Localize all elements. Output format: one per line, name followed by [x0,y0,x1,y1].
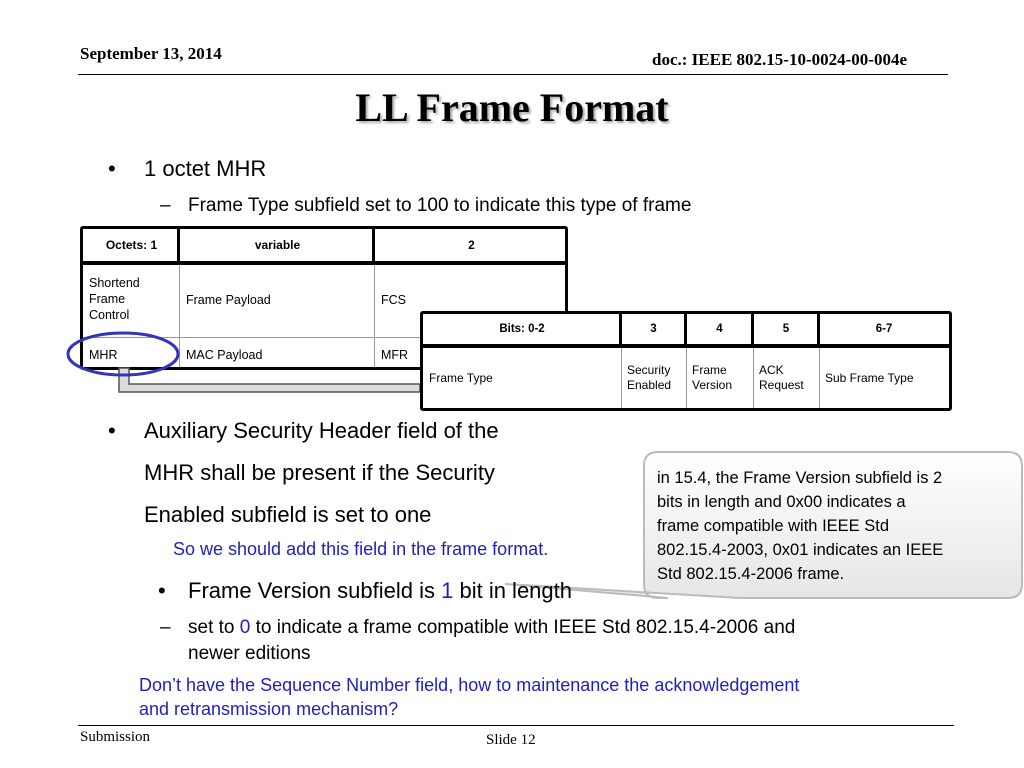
slide-date: September 13, 2014 [80,44,222,63]
header-label: Bits: 0-2 [499,323,545,335]
table-cell-mhr: MHR [89,348,118,362]
bullet-aux-security-line1: Auxiliary Security Header field of the [144,418,499,443]
bullet-aux-security-line2: MHR shall be present if the Security [144,460,495,485]
callout-line: frame compatible with IEEE Std [657,517,890,535]
table-cell-frame-type: Frame Type [429,370,493,385]
highlighted-value: 1 [441,578,454,603]
header-label: Octets: 1 [105,238,158,252]
cell-text: Shortend [89,276,140,290]
cell-text: Version [692,378,733,392]
bullet-marker: • [108,156,116,181]
dash-marker: – [160,195,171,216]
table-cell-mfr: MFR [381,348,409,362]
table-cell-mac-payload: MAC Payload [186,348,263,362]
cell-text: Control [89,308,130,322]
cell-text: Frame [692,363,727,377]
callout-text [657,466,1013,586]
header-label: 3 [650,323,657,335]
text-run: bit in length [453,578,572,603]
cell-text: ACK [759,363,784,377]
highlighted-value: 0 [239,617,251,638]
comment-add-field: So we should add this field in the frame format. [173,539,549,559]
cell-text: Request [759,378,804,392]
dash-marker: – [160,617,171,638]
bullet-frame-version-sub-line2: newer editions [188,643,311,664]
bullet-1mhr-sub: Frame Type subfield set to 100 to indicate this type of frame [188,195,692,216]
slide-number: Slide 12 [486,732,536,748]
callout-line: Std 802.15.4-2006 frame. [657,565,845,583]
bullet-frame-version [188,578,572,604]
callout-line: 802.15.4-2003, 0x01 indicates an IEEE [657,541,944,559]
table-cell-sub-frame-type: Sub Frame Type [825,370,914,385]
header-label: 5 [782,323,790,335]
text-run: set to [188,617,240,638]
table-cell-frame-payload: Frame Payload [186,293,271,307]
footer-divider [78,725,954,726]
bullet-frame-version-sub [188,617,795,639]
cell-text: Frame [89,292,126,306]
comment-sequence-number-line2: and retransmission mechanism? [139,699,399,719]
document-id: doc.: IEEE 802.15-10-0024-00-004e [652,50,907,69]
header-label: 4 [716,323,723,335]
bullet-aux-security-line3: Enabled subfield is set to one [144,502,432,527]
cell-text: Enabled [627,378,672,392]
callout-line: bits in length and 0x00 indicates a [657,493,906,511]
bullet-marker: • [158,578,166,603]
footer-submission: Submission [80,729,151,745]
bullet-1mhr: 1 octet MHR [144,156,267,181]
header-label: 2 [468,238,475,252]
cell-text: Security [627,363,671,377]
text-run: Frame Version subfield is [188,578,442,603]
table-cell-fcs: FCS [381,293,406,307]
comment-sequence-number-line1: Don’t have the Sequence Number field, how to maintenance the acknowledgement [139,675,800,695]
header-label: variable [254,238,301,252]
callout-line: in 15.4, the Frame Version subfield is 2 [657,469,943,487]
bullet-marker: • [108,418,116,443]
header-label: 6-7 [875,323,893,335]
text-run: to indicate a frame compatible with IEEE Std 802.15.4-2006 and [250,617,796,638]
slide-title: LL Frame Format [355,85,669,130]
